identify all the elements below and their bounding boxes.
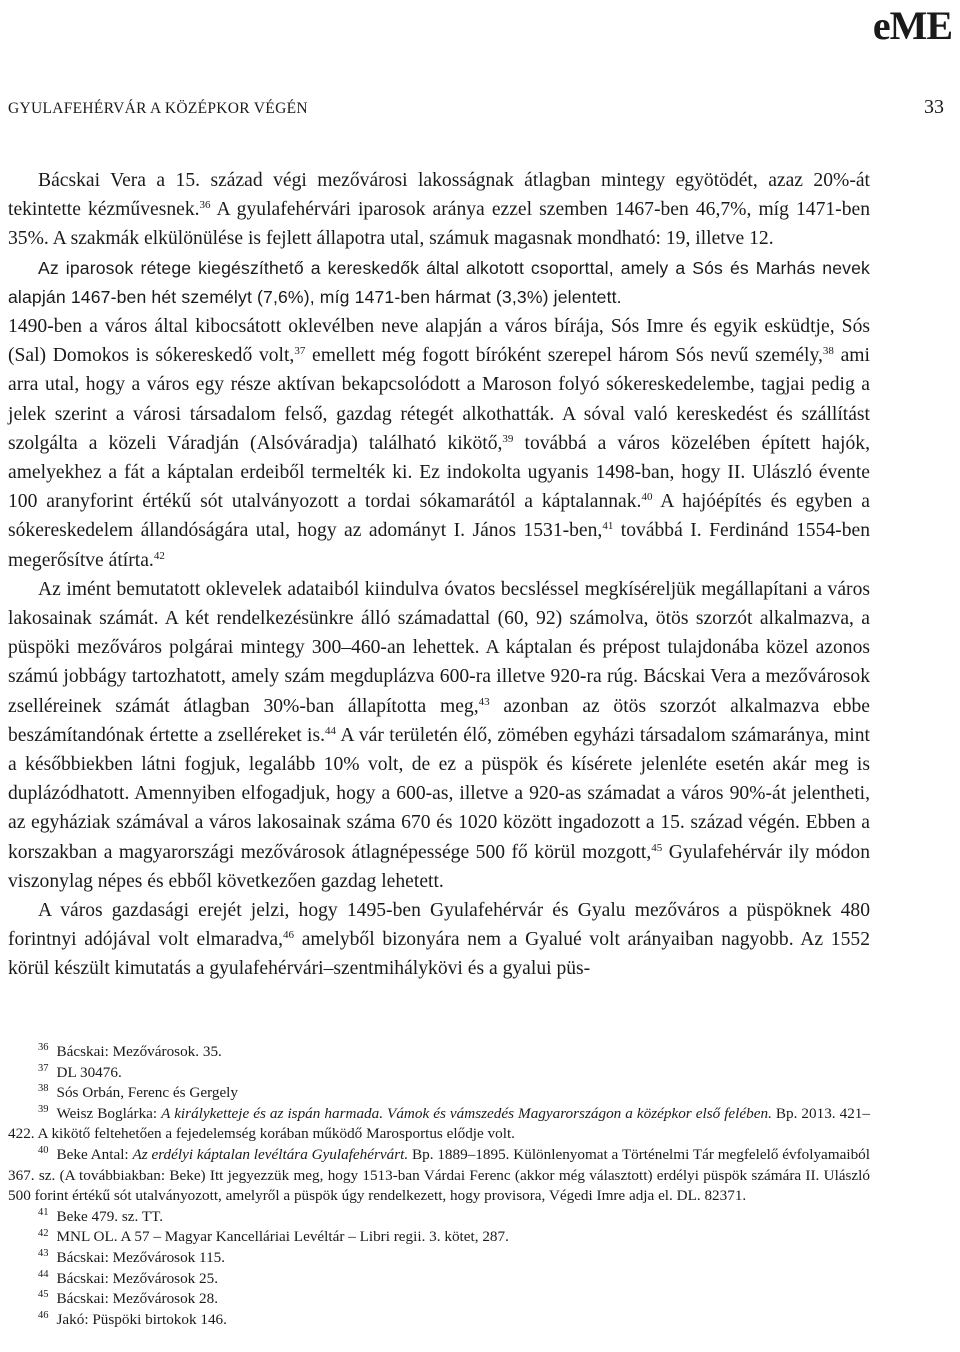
footnotes	[8, 1042, 870, 1330]
footnote-46: $^{46}$ Jakó: Püspöki birtokok 146.	[38, 1309, 227, 1328]
footnote-ref-36[interactable]: 36	[199, 199, 211, 212]
footnote-ref-42[interactable]: 42	[153, 549, 165, 562]
footnote-44: $^{44}$ Bácskai: Mezővárosok 25.	[38, 1268, 219, 1287]
footnote-43: $^{43}$ Bácskai: Mezővárosok 115.	[38, 1248, 226, 1266]
page-header	[8, 96, 944, 119]
footnote-39: $^{39}$ Weisz Boglárka: A királyketteje és az ispán harmada. Vámok és vámszedés Magyarországon a középkor első felében. Bp. 2013. 421–422. A kikötő feltehetően a fejedelemség korában működő Marosportus elődje volt.	[8, 1104, 870, 1143]
running-title: GYULAFEHÉRVÁR A KÖZÉPKOR VÉGÉN	[8, 100, 308, 117]
footnote-ref-46[interactable]: 46	[283, 929, 295, 942]
footnote-ref-41[interactable]: 41	[602, 520, 614, 533]
footnote-41: $^{41}$ Beke 479. sz. TT.	[38, 1206, 164, 1225]
footnote-ref-39[interactable]: 39	[502, 432, 514, 445]
paragraph-4: Az imént bemutatott oklevelek adataiból kiindulva óvatos becsléssel megkíséreljük megállapítani a város lakosainak számát. A két rendelkezésünkre álló számadattal (60, 92) számolva, ötös szorzót alkalmazva, a püspöki mezőváros polgárai mintegy 300–460-an lehettek. A káptalan és prépost tulajdonába közel azonos számú jobbágy tartozhatott, amely szám megduplázva 600-ra illetve 920-ra rúg. Bácskai Vera a mezővárosok zselléreinek számát átlagban 30%-ban állapította meg,$^{43}$ azonban az ötös szorzót alkalmazva ebbe beszámítandónak értette a zselléreket is.$^{44}$ A vár területén élő, zömében egyházi társadalom számaránya, mint a későbbiekben látni fogjuk, legalább 10% volt, de ez a püspök és kísérete jelenléte esetén akár meg is duplázódhatott. Amennyiben elfogadjuk, hogy a 600-as, illetve a 920-as számadat a város 90%-át jelentheti, az egyháziak számával a város lakosainak száma 670 és 1020 között ingadozott a 15. század végén. Ebben a korszakban a magyarországi mezővárosok átlagnépessége 500 fő körül mozgott,$^{45}$ Gyulafehérvár ily módon viszonylag népes és ebből következően gazdag lehetett.	[8, 578, 870, 892]
footnote-ref-38[interactable]: 38	[822, 345, 834, 358]
footnote-ref-44[interactable]: 44	[325, 724, 337, 737]
footnote-45: $^{45}$ Bácskai: Mezővárosok 28.	[38, 1289, 219, 1308]
footnote-37: $^{37}$ DL 30476.	[38, 1062, 122, 1081]
paragraph-3: 1490-ben a város által kibocsátott oklevélben neve alapján a város bírája, Sós Imre és egyik esküdtje, Sós (Sal) Domokos is sókereskedő volt,$^{37}$ emellett még fogott bíróként szerepel három Sós nevű személy,$^{38}$ ami arra utal, hogy a város egy része aktívan bekapcsolódott a Maroson folyó sókereskedelembe, tagjai pedig a jelek szerint a városi társadalom felső, gazdag rétegét alkothatták. A sóval való kereskedést és szállítást szolgálta a közeli Váradján (Alsóváradja) található kikötő,$^{39}$ továbbá a város közelében épített hajók, amelyekhez a fát a káptalan erdeiből termelték ki. Ez indokolta ugyanis 1498-ban, hogy II. Ulászló évente 100 aranyforint értékű sót utalványozott a tordai sókamarától a káptalannak.$^{40}$ A hajóépítés és egyben a sókereskedelem állandóságára utal, hogy az adományt I. János 1531-ben,$^{41}$ továbbá I. Ferdinánd 1554-ben megerősítve átírta.$^{42}$	[8, 316, 870, 571]
footnote-ref-40[interactable]: 40	[641, 491, 653, 504]
page-number: 33	[924, 96, 944, 118]
footnote-42: $^{42}$ MNL OL. A 57 – Magyar Kancelláriai Levéltár – Libri regii. 3. kötet, 287.	[38, 1227, 509, 1246]
footnote-38: $^{38}$ Sós Orbán, Ferenc és Gergely	[38, 1083, 239, 1102]
footnote-36: $^{36}$ Bácskai: Mezővárosok. 35.	[38, 1042, 222, 1060]
footnote-ref-45[interactable]: 45	[651, 841, 663, 854]
footnote-ref-43[interactable]: 43	[478, 695, 490, 708]
publisher-logo: eME	[872, 3, 952, 48]
paragraph-1: Bácskai Vera a 15. század végi mezővárosi lakosságnak átlagban mintegy egyötödét, azaz 20%-át tekintette kézművesnek.$^{36}$ A gyulafehérvári iparosok aránya ezzel szemben 1467-ben 46,7%, míg 1471-ben 35%. A szakmák elkülönülése is fejlett állapotra utal, számuk magasnak mondható: 19, illetve 12.	[8, 170, 871, 250]
footnote-40: $^{40}$ Beke Antal: Az erdélyi káptalan levéltára Gyulafehérvárt. Bp. 1889–1895. Különlenyomat a Történelmi Tár megfelelő évfolyamaiból 367. sz. (A továbbiakban: Beke) Itt jegyezzük meg, hogy 1513-ban Várdai Ferenc (akkor még választott) erdélyi püspök számára II. Ulászló 500 forint értékű sót utalványozott, amelyről a püspök úgy rendelkezett, hogy provisora, Végedi Imre adja el. DL. 82371.	[8, 1145, 870, 1205]
body-text	[8, 166, 870, 984]
paragraph-5: A város gazdasági erejét jelzi, hogy 1495-ben Gyulafehérvár és Gyalu mezőváros a püspöknek 480 forintnyi adójával volt elmaradva,$^{46}$ amelyből bizonyára nem a Gyalué volt arányaiban nagyobb. Az 1552 körül készült kimutatás a gyulafehérvári–szentmihálykövi és a gyalui püs-	[8, 900, 870, 980]
paragraph-2: Az iparosok rétege kiegészíthető a kereskedők által alkotott csoporttal, amely a Sós és Marhás nevek alapján 1467-ben hét személyt (7,6%), míg 1471-ben hármat (3,3%) jelentett.	[8, 257, 870, 307]
footnote-ref-37[interactable]: 37	[294, 345, 306, 358]
